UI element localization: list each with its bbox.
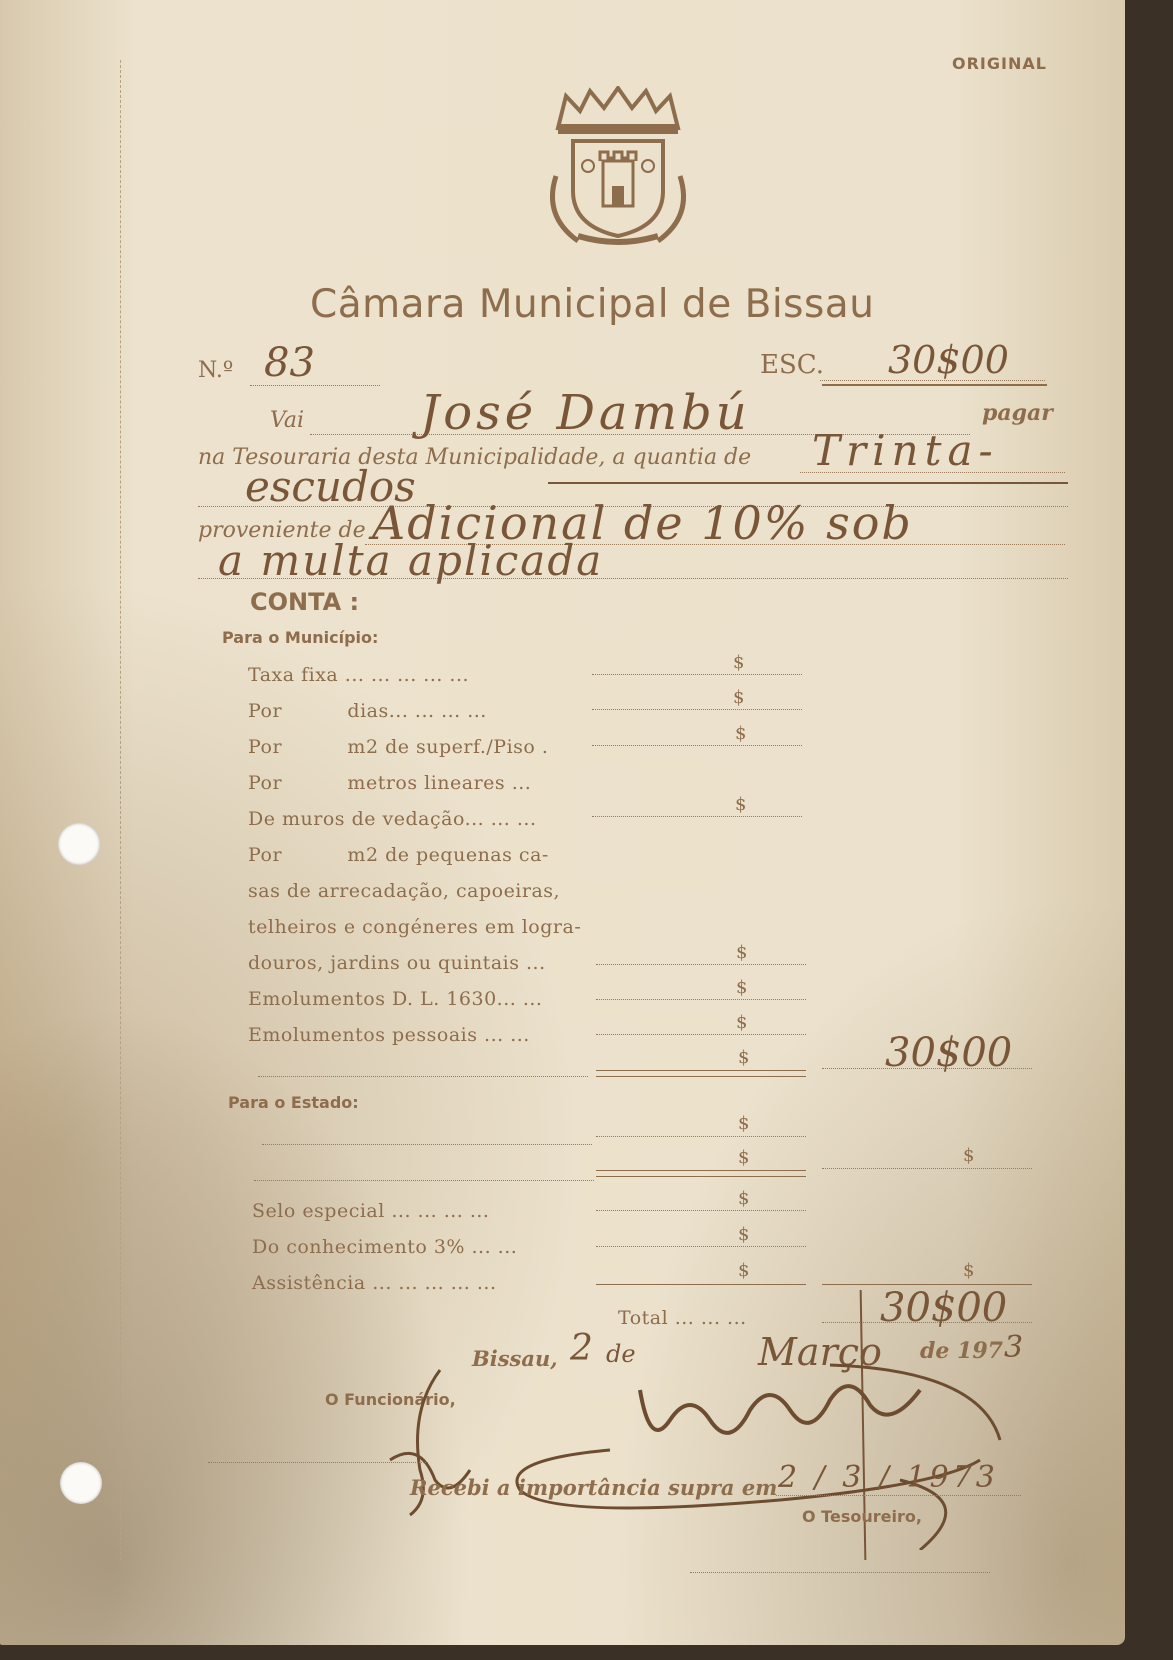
dollar-selo: $ [738,1188,750,1209]
municipio-subtotal: 30$00 [885,1030,1013,1076]
value-line-muros [592,816,802,817]
date-de: de [606,1340,636,1368]
amount-in-words-2: escudos [245,462,416,511]
amount-in-words-1: Trinta- [812,426,999,475]
row-por-dias: Por dias... ... ... ... [248,700,487,722]
esc-amount: 30$00 [888,338,1009,382]
value-line-taxa [592,674,802,675]
pagar-label: pagar [982,400,1053,426]
dollar-estado-total: $ [963,1145,975,1166]
value-line-dias [592,709,802,710]
tesoureiro-signature-line [690,1572,990,1573]
proveniente-label: proveniente de [198,518,366,543]
dollar-assistencia-total: $ [963,1260,975,1281]
coat-of-arms-seal [538,86,698,251]
signatures-drawing [380,1350,1060,1550]
esc-label: ESC. [760,350,825,380]
estado-blank-line-2 [254,1180,594,1181]
tesouraria-label: na Tesouraria desta Municipalidade, a quantia de [198,445,752,470]
recebi-date: 2 / 3 / 1973 [778,1460,999,1495]
tesoureiro-label: O Tesoureiro, [802,1507,922,1526]
date-year-label: de 197 [920,1338,1003,1364]
punch-hole-bottom [60,1462,102,1504]
estado-value-line-2 [596,1170,806,1171]
municipio-heading: Para o Município: [222,628,379,647]
row-emolumentos-pessoais: Emolumentos pessoais ... ... [248,1024,530,1046]
subtotal-value-double-line [596,1076,806,1077]
estado-heading: Para o Estado: [228,1093,359,1112]
total-label: Total ... ... ... [618,1307,747,1329]
row-muros: De muros de vedação... ... ... [248,808,537,830]
vai-label: Vai [270,408,305,433]
payer-name: José Dambú [420,385,751,441]
dollar-conhecimento: $ [738,1224,750,1245]
row-por-superficie: Por m2 de superf./Piso . [248,736,549,758]
original-label: ORIGINAL [952,54,1047,73]
value-line-selo [596,1210,806,1211]
total-amount: 30$00 [880,1285,1008,1331]
dollar-emolumentos-pessoais: $ [736,1012,748,1033]
value-line-emolumentos-pessoais [596,1034,806,1035]
value-line-superficie [592,745,802,746]
dollar-superficie: $ [735,723,747,744]
row-emolumentos-dl: Emolumentos D. L. 1630... ... [248,988,543,1010]
estado-value-double-line-2 [596,1176,806,1177]
funcionario-label: O Funcionário, [325,1390,456,1409]
estado-blank-line-1 [262,1144,592,1145]
place-label: Bissau, [472,1346,558,1371]
dollar-subtotal: $ [738,1047,750,1068]
page-title: Câmara Municipal de Bissau [310,282,875,327]
funcionario-signature-line [208,1462,428,1463]
value-line-emolumentos-dl [596,999,806,1000]
estado-value-line-1 [596,1136,806,1137]
subtotal-left-line [258,1076,588,1077]
row-assistencia: Assistência ... ... ... ... ... [252,1272,497,1294]
value-line-assistencia [596,1284,806,1285]
row-arrecadacao: sas de arrecadação, capoeiras, [248,880,561,902]
estado-total-line [822,1168,1032,1169]
recebi-date-line [776,1495,1021,1496]
date-month: Março [758,1330,882,1374]
dollar-assistencia: $ [738,1260,750,1281]
dollar-estado-1: $ [738,1113,750,1134]
row-telheiros: telheiros e congéneres em logra- [248,916,582,938]
dollar-emolumentos-dl: $ [736,977,748,998]
perforation-line [120,60,121,1560]
subtotal-value-line [596,1070,806,1071]
number-label: N.º [198,358,234,383]
dollar-taxa: $ [733,652,745,673]
punch-hole-top [58,823,100,865]
date-day: 2 [570,1328,593,1369]
proveniente-text-2: a multa aplicada [218,536,604,585]
dollar-muros: $ [735,794,747,815]
proveniente-text-1: Adicional de 10% sob [372,496,913,550]
row-por-metros: Por metros lineares ... [248,772,532,794]
row-pequenas-casas: Por m2 de pequenas ca- [248,844,549,866]
amount-words-stroke [548,482,1068,484]
conta-heading: CONTA : [250,588,360,616]
value-line-conhecimento [596,1246,806,1247]
dollar-dias: $ [733,687,745,708]
dollar-estado-2: $ [738,1147,750,1168]
date-year-digit: 3 [1004,1330,1024,1365]
dollar-douros: $ [736,942,748,963]
receipt-number: 83 [264,340,315,386]
value-line-douros [596,964,806,965]
row-douros: douros, jardins ou quintais ... [248,952,546,974]
row-selo-especial: Selo especial ... ... ... ... [252,1200,490,1222]
row-taxa-fixa: Taxa fixa ... ... ... ... ... [248,664,470,686]
recebi-label: Recebi a importância supra em [410,1475,778,1500]
row-conhecimento: Do conhecimento 3% ... ... [252,1236,518,1258]
esc-underline [822,384,1047,386]
